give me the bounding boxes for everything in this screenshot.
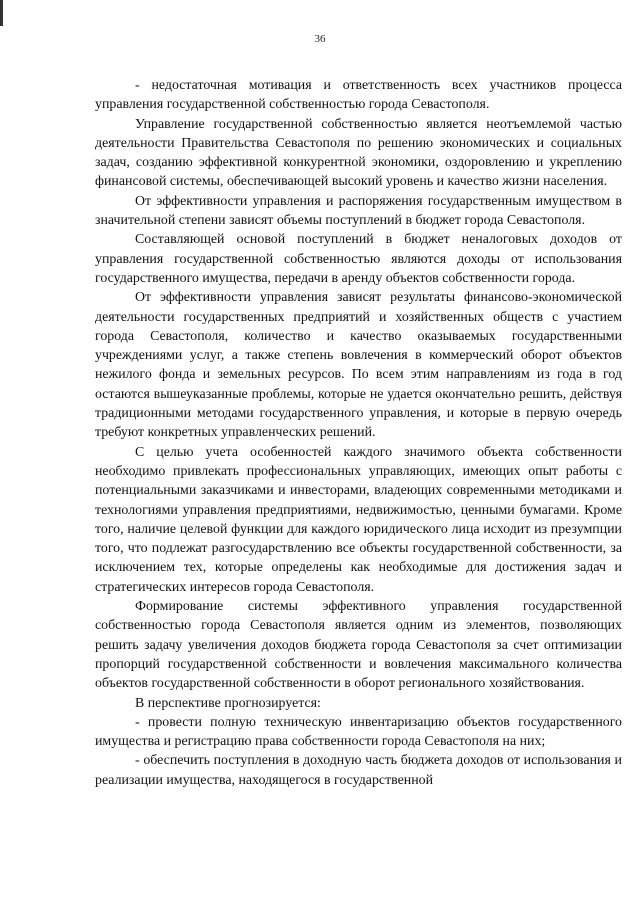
paragraph-non-tax-income: Составляющей основой поступлений в бюджет неналоговых доходов от управления государственной собственностью являются доходы от использования государственного имущества, передачи в аренду объектов собственности города. xyxy=(95,232,622,286)
paragraph-professional-managers: С целью учета особенностей каждого значимого объекта собственности необходимо привлекать профессиональных управляющих, имеющих опыт работы с потенциальными заказчиками и инвесторами, владеющих современными методиками и технологиями управления предприятиями, недвижимостью, ценными бумагами. Кроме того, наличие целевой функции для каждого юридического лица исходит из презумпции того, что подлежат разгосударствлению все объекты государственной собственности, за исключением тех, которые определены как необходимые для достижения задач и стратегических интересов города Севастополя. xyxy=(95,444,622,595)
paragraph-system-formation: Формирование системы эффективного управления государственной собственностью города Севастополя является одним из элементов, позволяющих решить задачу увеличения доходов бюджета города Севастополя за счет оптимизации пропорций государственной собственности и вовлечения максимального количества объектов государственной собственности в оборот регионального хозяйствования. xyxy=(95,599,622,692)
page-number: 36 xyxy=(314,33,326,45)
paragraph-revenue-item: - обеспечить поступления в доходную часть бюджета доходов от использования и реализации имущества, находящегося в государственной xyxy=(95,753,622,788)
paragraph-forecast-intro: В перспективе прогнозируется: xyxy=(135,695,321,711)
paragraph-motivation-item: - недостаточная мотивация и ответственность всех участников процесса управления государственной собственностью города Севастополя. xyxy=(95,78,622,113)
body-text xyxy=(95,76,622,790)
paragraph-efficiency-results: От эффективности управления зависят результаты финансово-экономической деятельности государственных предприятий и хозяйственных обществ с участием города Севастополя, количество и качество оказываемых государственными учреждениями услуг, а также степень вовлечения в коммерческий оборот объектов нежилого фонда и земельных ресурсов. По всем этим направлениям из года в год остаются вышеуказанные проблемы, которые не удается окончательно решить, действуя традиционными методами государственного управления, и которые в первую очередь требуют конкретных управленческих решений. xyxy=(95,290,622,441)
paragraph-inventory-item: - провести полную техническую инвентаризацию объектов государственного имущества и регистрацию права собственности города Севастополя на них; xyxy=(95,714,622,750)
paragraph-budget-dependence: От эффективности управления и распоряжения государственным имуществом в значительной степени зависят объемы поступлений в бюджет города Севастополя. xyxy=(95,193,622,229)
scan-edge-mark xyxy=(0,0,3,26)
paragraph-management-role: Управление государственной собственностью является неотъемлемой частью деятельности Правительства Севастополя по решению экономических и социальных задач, созданию эффективной конкурентной экономики, оздоровлению и укреплению финансовой системы, обеспечивающей высокий уровень и качество жизни населения. xyxy=(95,116,622,190)
